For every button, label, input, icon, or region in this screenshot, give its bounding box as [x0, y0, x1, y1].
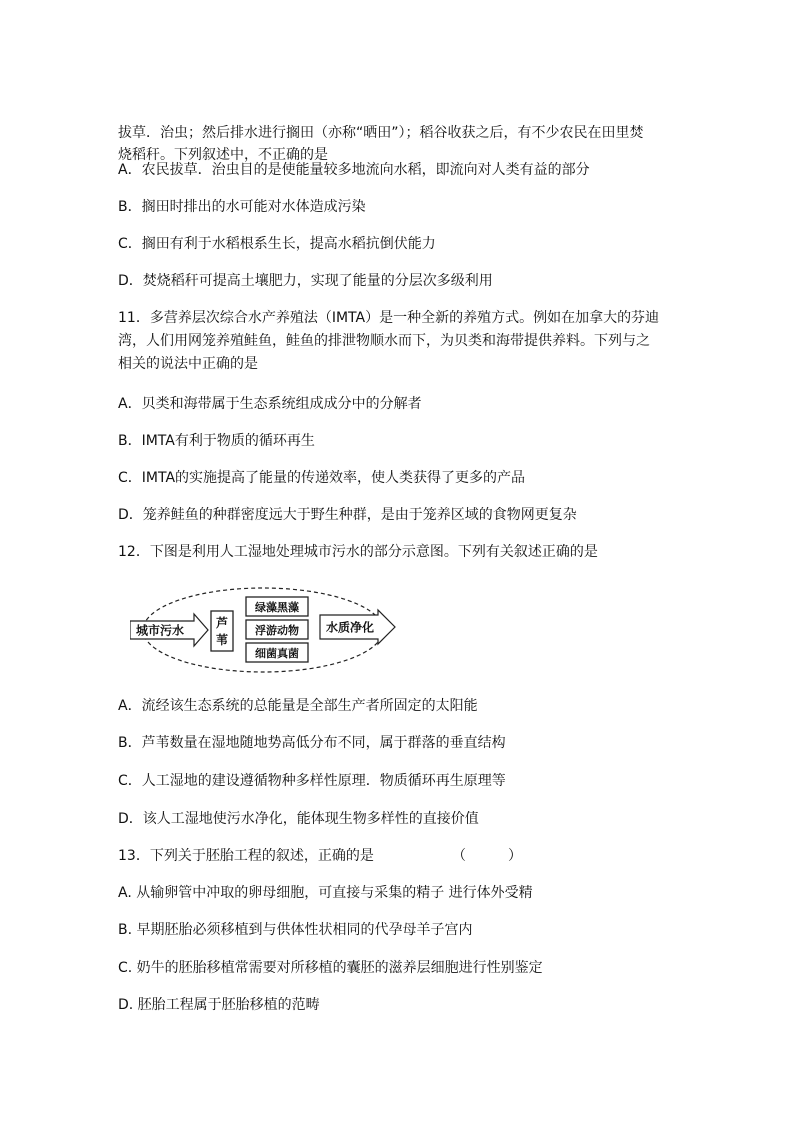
q12-option-c: C．人工湿地的建设遵循物种多样性原理．物质循环再生原理等 [118, 773, 506, 789]
q11-stem-line-1: 11．多营养层次综合水产养殖法（IMTA）是一种全新的养殖方式。例如在加拿大的芬迪 [118, 310, 660, 326]
q10-option-d: D．焚烧稻秆可提高土壤肥力，实现了能量的分层次多级利用 [118, 273, 493, 289]
microbe-label: 细菌真菌 [255, 647, 299, 660]
q12-option-a: A．流经该生态系统的总能量是全部生产者所固定的太阳能 [118, 698, 478, 714]
q10-option-c: C．搁田有利于水稻根系生长，提高水稻抗倒伏能力 [118, 236, 436, 252]
algae-label: 绿藻黑藻 [255, 601, 299, 614]
q13-option-b: B. 早期胚胎必须移植到与供体性状相同的代孕母羊子宫内 [118, 922, 473, 938]
q11-stem-line-2: 湾，人们用网笼养殖鲑鱼，鲑鱼的排泄物顺水而下，为贝类和海带提供养料。下列与之 [118, 333, 650, 349]
microbe-box [246, 643, 308, 662]
q10-option-a: A．农民拔草．治虫目的是使能量较多地流向水稻，即流向对人类有益的部分 [118, 162, 590, 178]
wetland-diagram [130, 584, 400, 676]
q13-option-d: D. 胚胎工程属于胚胎移植的范畴 [118, 997, 320, 1013]
output-arrow-label: 水质净化 [325, 620, 375, 635]
q12-stem: 12．下图是利用人工湿地处理城市污水的部分示意图。下列有关叙述正确的是 [118, 544, 598, 560]
algae-box [246, 597, 308, 616]
input-arrow [130, 614, 208, 646]
q12-option-d: D．该人工湿地使污水净化，能体现生物多样性的直接价值 [118, 811, 479, 827]
zooplankton-label: 浮游动物 [255, 624, 299, 637]
zooplankton-box [246, 620, 308, 639]
q13-option-c: C. 奶牛的胚胎移植常需要对所移植的囊胚的滋养层细胞进行性别鉴定 [118, 960, 543, 976]
q13-answer-bracket: （ ） [452, 848, 522, 864]
q13-stem: 13．下列关于胚胎工程的叙述，正确的是 [118, 848, 374, 864]
q10-stem-line-1: 拔草．治虫；然后排水进行搁田（亦称“晒田”）；稻谷收获之后，有不少农民在田里焚 [118, 125, 644, 141]
q11-option-a: A．贝类和海带属于生态系统组成成分中的分解者 [118, 396, 422, 412]
input-arrow-label: 城市污水 [135, 623, 185, 638]
q10-option-b: B．搁田时排出的水可能对水体造成污染 [118, 199, 366, 215]
q10-stem-line-2: 烧稻秆。下列叙述中，不正确的是 [118, 147, 328, 163]
output-arrow [320, 610, 395, 644]
q12-option-b: B．芦苇数量在湿地随地势高低分布不同，属于群落的垂直结构 [118, 735, 506, 751]
reed-label-bottom: 苇 [215, 633, 229, 647]
reed-box [211, 611, 233, 651]
q11-option-b: B．IMTA有利于物质的循环再生 [118, 433, 315, 449]
q11-option-c: C．IMTA的实施提高了能量的传递效率，使人类获得了更多的产品 [118, 470, 526, 486]
reed-label-top: 芦 [215, 616, 229, 630]
q11-option-d: D．笼养鲑鱼的种群密度远大于野生种群，是由于笼养区域的食物网更复杂 [118, 507, 577, 523]
q13-option-a: A. 从输卵管中冲取的卵母细胞，可直接与采集的精子 进行体外受精 [118, 885, 533, 901]
q11-stem-line-3: 相关的说法中正确的是 [118, 356, 258, 372]
